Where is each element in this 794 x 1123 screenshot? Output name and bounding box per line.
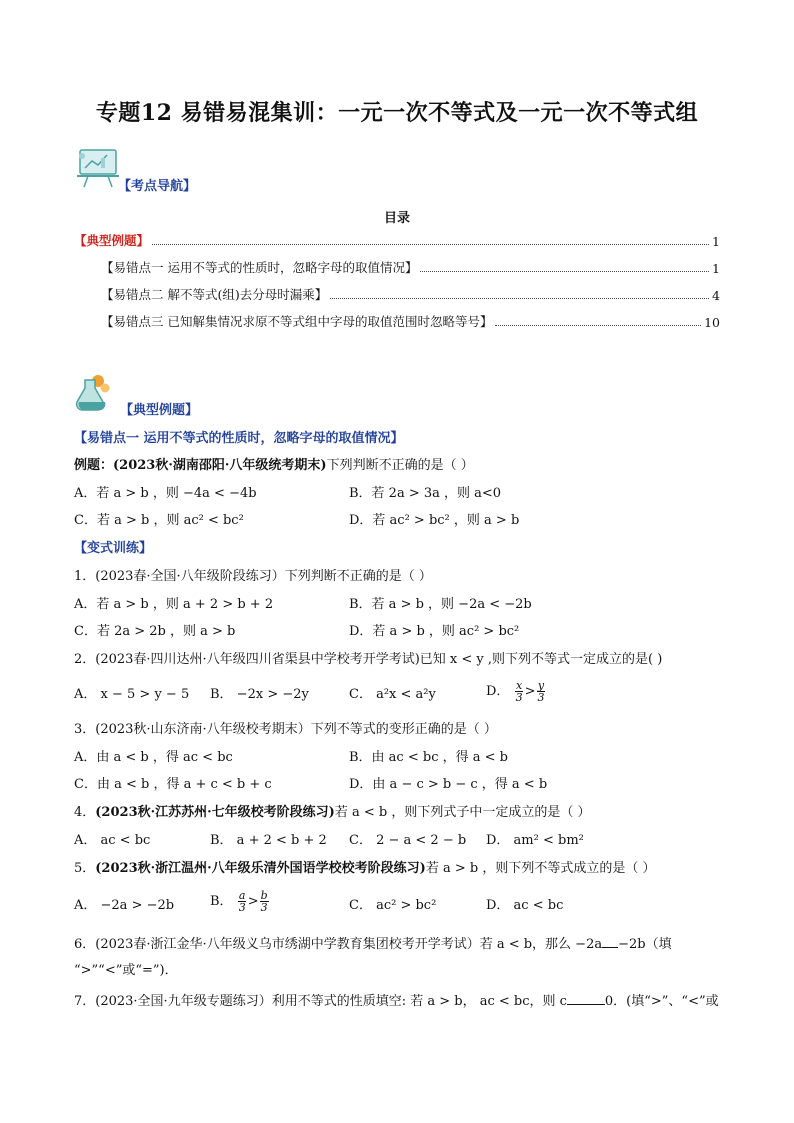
- toc-label: 【易错点二 解不等式(组)去分母时漏乘】: [101, 287, 328, 302]
- point1-heading: 【易错点一 运用不等式的性质时，忽略字母的取值情况】: [74, 431, 404, 446]
- q5-option-c[interactable]: C． ac² > bc²: [349, 898, 437, 913]
- q4-option-c[interactable]: C． 2 − a < 2 − b: [349, 833, 467, 848]
- answer-blank[interactable]: [602, 934, 618, 948]
- q4-source: (2023秋·江苏苏州·七年级校考阶段练习): [95, 805, 335, 820]
- denominator: 3: [537, 691, 545, 704]
- fraction: [515, 680, 524, 703]
- q4-option-d[interactable]: D． am² < bm²: [486, 833, 584, 848]
- fraction: [238, 890, 247, 913]
- q4-number: 4．: [74, 805, 96, 820]
- q3-option-c[interactable]: C．由 a < b ，得 a + c < b + c: [74, 777, 272, 792]
- q5-option-d[interactable]: D． ac < bc: [486, 898, 564, 913]
- q4-question: 若 a < b ，则下列式子中一定成立的是（ ）: [334, 805, 591, 820]
- toc-page-number: 4: [712, 288, 720, 303]
- q5-option-b-label: B．: [210, 894, 233, 909]
- example-option-d[interactable]: D．若 ac² > bc² ，则 a > b: [349, 513, 520, 528]
- answer-blank[interactable]: [567, 991, 605, 1005]
- q3-option-a[interactable]: A．由 a < b ，得 ac < bc: [74, 750, 233, 765]
- toc-label: 【典型例题】: [74, 233, 150, 248]
- q2-option-a[interactable]: A． x − 5 > y − 5: [74, 687, 190, 702]
- toc-leader-dots: [330, 298, 709, 299]
- toc-leader-dots: [495, 325, 701, 326]
- q5-stem: [74, 860, 655, 878]
- variant-heading: 【变式训练】: [74, 541, 153, 556]
- q1-option-c[interactable]: C．若 2a > 2b ，则 a > b: [74, 624, 236, 639]
- example-source: (2023秋·湖南邵阳·八年级统考期末): [113, 458, 327, 473]
- q2-stem: 2．(2023春·四川达州·八年级四川省渠县中学校考开学考试)已知 x < y ,则下列不等式一定成立的是( ): [74, 652, 663, 667]
- q7-text-b: 0．(填“>”、“<”或: [604, 994, 719, 1009]
- denominator: 3: [260, 901, 268, 914]
- fraction: [536, 680, 545, 703]
- operator: >: [247, 894, 259, 909]
- q5-number: 5．: [74, 861, 96, 876]
- toc-leader-dots: [420, 271, 709, 272]
- q2-option-b[interactable]: B． −2x > −2y: [210, 687, 309, 702]
- fraction: [260, 890, 269, 913]
- numerator: b: [260, 889, 268, 902]
- example-question: 下列判断不正确的是（ ）: [326, 458, 474, 473]
- q6-text-b: −2b（填: [618, 937, 672, 952]
- q1-option-d[interactable]: D．若 a > b ，则 ac² > bc²: [349, 624, 520, 639]
- q5-source: (2023秋·浙江温州·八年级乐清外国语学校校考阶段练习): [95, 861, 426, 876]
- toc-label: 【易错点一 运用不等式的性质时，忽略字母的取值情况】: [101, 260, 418, 275]
- q1-option-b[interactable]: B．若 a > b ，则 −2a < −2b: [349, 597, 532, 612]
- q4-option-a[interactable]: A． ac < bc: [74, 833, 151, 848]
- q3-option-d[interactable]: D．由 a − c > b − c ，得 a < b: [349, 777, 548, 792]
- numerator: y: [537, 679, 545, 692]
- toc-page-number: 1: [712, 261, 720, 276]
- toc-leader-dots: [152, 244, 709, 245]
- example-option-c[interactable]: C．若 a > b ，则 ac² < bc²: [74, 513, 244, 528]
- q7-text-a: 7．(2023·全国·九年级专题练习）利用不等式的性质填空: 若 a > b， ac < bc，则 c: [74, 994, 567, 1009]
- toc-row[interactable]: [74, 231, 720, 249]
- example-stem: [74, 457, 474, 475]
- q7-stem: [74, 991, 719, 1011]
- q6-stem: [74, 934, 672, 954]
- numerator: x: [515, 679, 523, 692]
- toc-row[interactable]: [101, 258, 720, 276]
- q2-option-c[interactable]: C． a²x < a²y: [349, 687, 436, 702]
- q3-option-b[interactable]: B．由 ac < bc ，得 a < b: [349, 750, 508, 765]
- toc-label: 【易错点三 已知解集情况求原不等式组中字母的取值范围时忽略等号】: [101, 314, 493, 329]
- toc-page-number: 1: [712, 234, 720, 249]
- q6-text-a: 6．(2023春·浙江金华·八年级义乌市绣湖中学教育集团校考开学考试）若 a < b，那么 −2a: [74, 937, 603, 952]
- toc-row[interactable]: [101, 312, 720, 330]
- q1-stem: 1．(2023春·全国·八年级阶段练习）下列判断不正确的是（ ）: [74, 569, 432, 584]
- page-title: 专题12 易错易混集训：一元一次不等式及一元一次不等式组: [95, 100, 699, 126]
- q3-stem: 3．(2023秋·山东济南·八年级校考期末）下列不等式的变形正确的是（ ）: [74, 722, 497, 737]
- nav-heading: 【考点导航】: [118, 179, 197, 194]
- q4-stem: [74, 804, 590, 822]
- denominator: 3: [515, 691, 523, 704]
- q4-option-b[interactable]: B． a + 2 < b + 2: [210, 833, 327, 848]
- q2-option-d-label: D．: [486, 684, 510, 699]
- numerator: a: [238, 889, 246, 902]
- flask-icon: [74, 372, 114, 412]
- denominator: 3: [238, 901, 246, 914]
- q1-option-a[interactable]: A．若 a > b ，则 a + 2 > b + 2: [74, 597, 274, 612]
- q6-stem-continued: “>”“<”或“=”)．: [74, 963, 178, 978]
- q5-question: 若 a > b ，则下列不等式成立的是（ ）: [425, 861, 656, 876]
- operator: >: [524, 684, 536, 699]
- toc-page-number: 10: [704, 315, 720, 330]
- toc-title: 目录: [383, 211, 410, 226]
- toc-row[interactable]: [101, 285, 720, 303]
- example-prefix: 例题：: [74, 458, 114, 473]
- teaching-board-icon: [74, 146, 122, 188]
- q5-option-a[interactable]: A． −2a > −2b: [74, 898, 175, 913]
- examples-heading: 【典型例题】: [120, 403, 199, 418]
- example-option-a[interactable]: A．若 a > b ，则 −4a < −4b: [74, 486, 257, 501]
- q2-option-d[interactable]: [486, 680, 546, 703]
- q5-option-b[interactable]: [210, 890, 270, 913]
- example-option-b[interactable]: B．若 2a > 3a ，则 a<0: [349, 486, 502, 501]
